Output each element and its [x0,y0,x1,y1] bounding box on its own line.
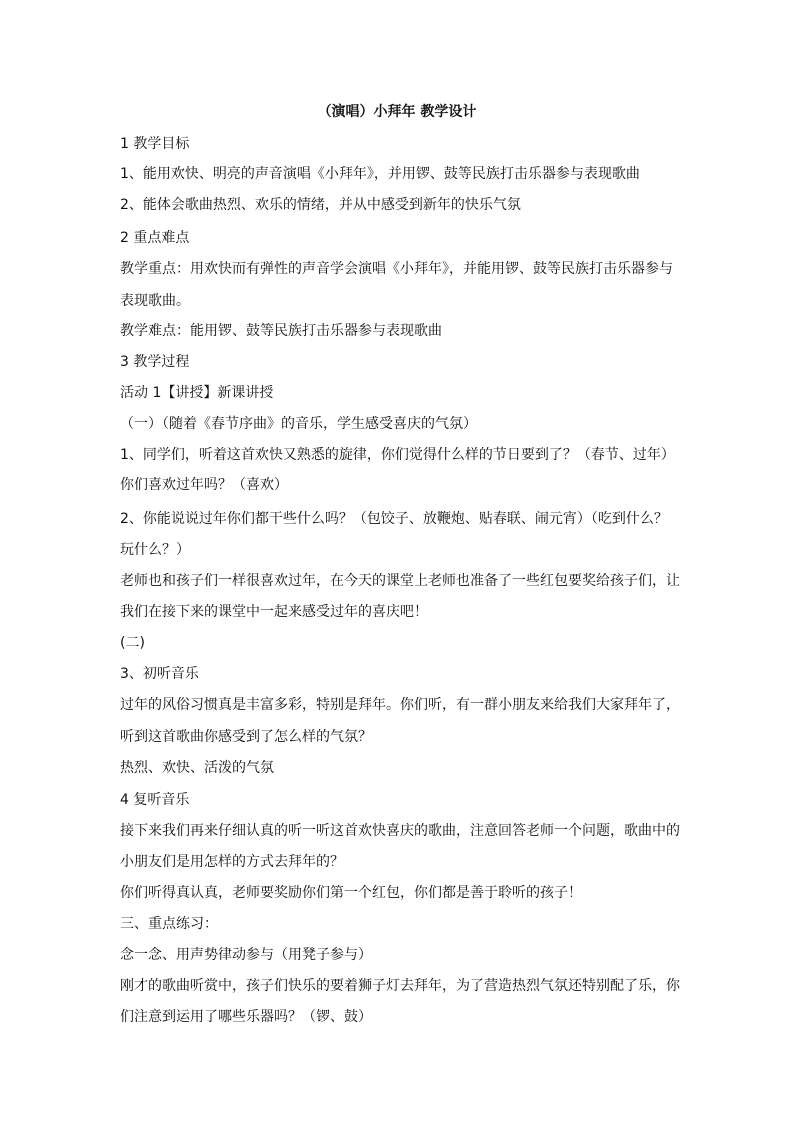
paragraph-line: 2、你能说说过年你们都干些什么吗？（包饺子、放鞭炮、贴春联、闹元宵）（吃到什么？ [120,511,668,527]
paragraph-line: 刚才的歌曲听赏中，孩子们快乐的要着狮子灯去拜年，为了营造热烈气氛还特别配了乐，你 [120,978,680,994]
paragraph-line: 老师也和孩子们一样很喜欢过年，在今天的课堂上老师也准备了一些红包要奖给孩子们，让 [120,573,680,589]
paragraph-line: 你们喜欢过年吗？（喜欢） [120,477,288,493]
paragraph-line: 们注意到运用了哪些乐器吗？（锣、鼓） [120,1009,372,1025]
paragraph-line: 1、能用欢快、明亮的声音演唱《小拜年》，并用锣、鼓等民族打击乐器参与表现歌曲 [120,166,640,182]
paragraph-line: 你们听得真认真，老师要奖励你们第一个红包，你们都是善于聆听的孩子！ [120,885,582,901]
paragraph-line: 表现歌曲。 [120,293,190,309]
paragraph-line: 3、初听音乐 [120,666,199,682]
paragraph-line: 教学重点：用欢快而有弹性的声音学会演唱《小拜年》，并能用锣、鼓等民族打击乐器参与 [120,261,673,277]
paragraph-line: 念一念、用声势律动参与（用凳子参与） [120,947,372,963]
section-heading-key-practice: 三、重点练习： [120,916,218,932]
paragraph-line: (二) [120,635,145,651]
section-heading-key-points: 2 重点难点 [120,230,190,246]
paragraph-line: 2、能体会歌曲热烈、欢乐的情绪，并从中感受到新年的快乐气氛 [120,197,521,213]
paragraph-line: 教学难点：能用锣、鼓等民族打击乐器参与表现歌曲 [120,323,442,339]
paragraph-line: （一）（随着《春节序曲》的音乐，学生感受喜庆的气氛） [120,416,477,432]
section-heading-process: 3 教学过程 [120,354,190,370]
section-heading-listen-again: 4 复听音乐 [120,792,190,808]
paragraph-line: 我们在接下来的课堂中一起来感受过年的喜庆吧！ [120,604,428,620]
paragraph-line: 热烈、欢快、活泼的气氛 [120,760,274,776]
paragraph-line: 接下来我们再来仔细认真的听一听这首欢快喜庆的歌曲，注意回答老师一个问题，歌曲中的 [120,823,680,839]
paragraph-line: 过年的风俗习惯真是丰富多彩，特别是拜年。你们听，有一群小朋友来给我们大家拜年了， [120,697,680,713]
paragraph-line: 1、同学们，听着这首欢快又熟悉的旋律，你们觉得什么样的节日要到了？（春节、过年） [120,447,675,463]
activity-heading: 活动 1【讲授】新课讲授 [120,385,274,401]
section-heading-objectives: 1 教学目标 [120,136,190,152]
document-title: （演唱）小拜年 教学设计 [317,104,477,120]
paragraph-line: 听到这首歌曲你感受到了怎么样的气氛？ [120,729,372,745]
paragraph-line: 小朋友们是用怎样的方式去拜年的？ [120,854,344,870]
paragraph-line: 玩什么？） [120,542,190,558]
